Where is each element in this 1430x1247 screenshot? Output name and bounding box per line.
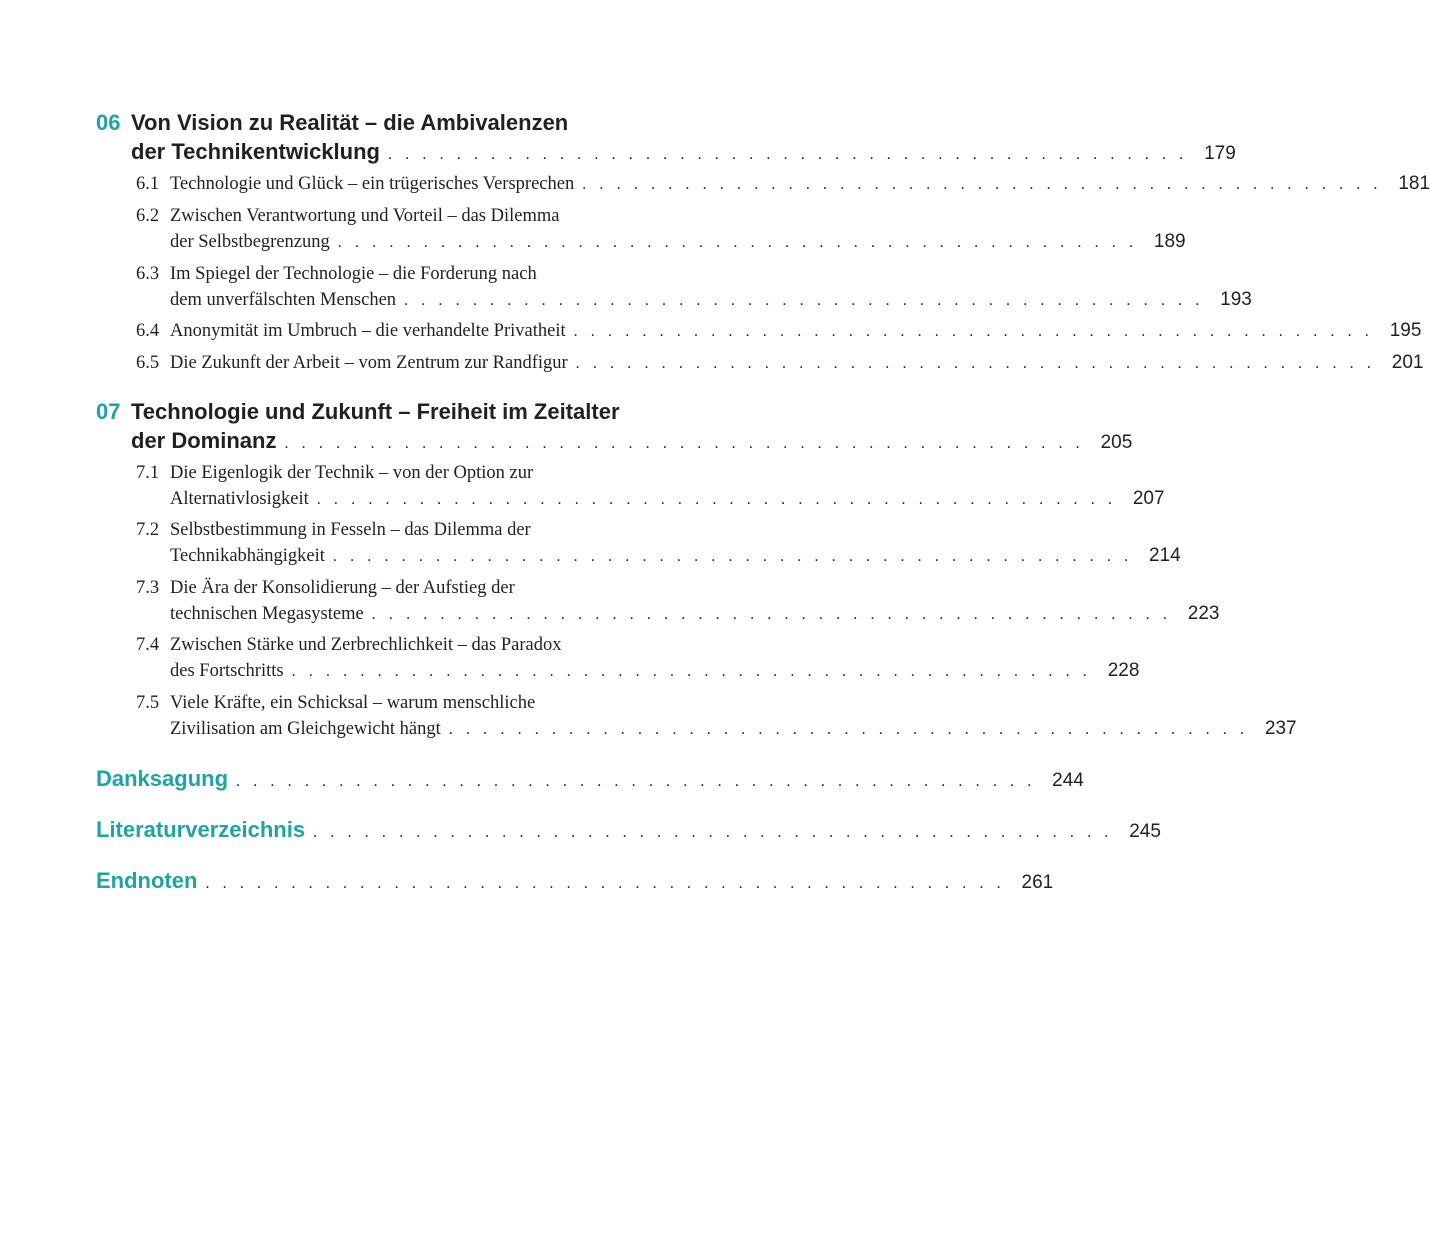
chapter-number: 07 xyxy=(96,399,121,424)
page-number: 223 xyxy=(1187,603,1220,624)
page-number: 195 xyxy=(1389,320,1422,341)
leader-dots: . . . . . . . . . . . . . . . . . . . . . . . . . . . . . . . . . . . . . . . . . . . . . . . xyxy=(313,824,1113,841)
entry-title: Endnoten xyxy=(96,868,198,893)
leader-dots: . . . . . . . . . . . . . . . . . . . . . . . . . . . . . . . . . . . . . . . . . . . . . . . xyxy=(448,721,1249,738)
section-title: Im Spiegel der Technologie – die Forderung nach xyxy=(170,264,537,284)
section-number: 7.1 xyxy=(136,463,160,483)
section-number: 6.5 xyxy=(136,353,160,373)
leader-dots: . . . . . . . . . . . . . . . . . . . . . . . . . . . . . . . . . . . . . . . . . . . . . . . xyxy=(387,146,1188,163)
section-number: 7.2 xyxy=(136,520,160,540)
section-title: Die Eigenlogik der Technik – von der Option zur xyxy=(170,463,534,483)
leader-dots: . . . . . . . . . . . . . . . . . . . . . . . . . . . . . . . . . . . . . . . . . . . . . . . xyxy=(582,176,1383,193)
section-title: Anonymität im Umbruch – die verhandelte Privatheit xyxy=(170,321,566,341)
entry-title: Literaturverzeichnis xyxy=(96,817,306,842)
page-number: 207 xyxy=(1132,488,1165,509)
page-number: 179 xyxy=(1204,143,1236,164)
chapter-heading-line-1 xyxy=(96,108,703,138)
chapter-title: Technologie und Zukunft – Freiheit im Zeitalter xyxy=(131,399,620,424)
chapter-title-continued: der Dominanz xyxy=(131,428,277,453)
page-number: 201 xyxy=(1391,352,1424,373)
chapter-heading-line-2 xyxy=(96,426,1133,456)
page-number: 181 xyxy=(1398,173,1430,194)
chapter-title: Von Vision zu Realität – die Ambivalenzen xyxy=(131,110,569,135)
entry-title: Danksagung xyxy=(96,766,229,791)
section-title: Selbstbestimmung in Fesseln – das Dilemma der xyxy=(170,520,531,540)
page-number: 193 xyxy=(1220,289,1252,310)
section-number: 7.3 xyxy=(136,578,160,598)
section-title: Viele Kräfte, ein Schicksal – warum menschliche xyxy=(170,693,536,713)
leader-dots: . . . . . . . . . . . . . . . . . . . . . . . . . . . . . . . . . . . . . . . . . . . . . . . xyxy=(205,875,1006,892)
leader-dots: . . . . . . . . . . . . . . . . . . . . . . . . . . . . . . . . . . . . . . . . . . . . . . . xyxy=(316,491,1117,508)
page-number: 245 xyxy=(1129,821,1161,842)
section-number: 6.3 xyxy=(136,264,160,284)
page-number: 237 xyxy=(1264,718,1297,739)
section-title: Technologie und Glück – ein trügerisches Versprechen xyxy=(170,174,575,194)
leader-dots: . . . . . . . . . . . . . . . . . . . . . . . . . . . . . . . . . . . . . . . . . . . . . . . xyxy=(284,435,1085,452)
page-number: 228 xyxy=(1107,660,1140,681)
section-number: 7.5 xyxy=(136,693,160,713)
section-title-continued: technischen Megasysteme xyxy=(170,604,364,624)
toc-entry-endnoten xyxy=(96,866,1054,896)
section-number: 6.1 xyxy=(136,174,160,194)
section-number: 6.2 xyxy=(136,206,160,226)
page-number: 244 xyxy=(1052,770,1084,791)
chapter-title-continued: der Technikentwicklung xyxy=(131,139,380,164)
leader-dots: . . . . . . . . . . . . . . . . . . . . . . . . . . . . . . . . . . . . . . . . . . . . . . . xyxy=(575,355,1376,372)
section-title: Zwischen Verantwortung und Vorteil – das Dilemma xyxy=(170,206,560,226)
page-number: 189 xyxy=(1153,231,1186,252)
toc-entry-literaturverzeichnis xyxy=(96,815,1161,845)
section-title-continued: des Fortschritts xyxy=(170,661,284,681)
section-title-continued: dem unverfälschten Menschen xyxy=(170,290,397,310)
section-number: 7.4 xyxy=(136,635,160,655)
section-title: Die Zukunft der Arbeit – vom Zentrum zur Randfigur xyxy=(170,353,568,373)
page-number: 205 xyxy=(1100,432,1133,453)
chapter-number: 06 xyxy=(96,110,121,135)
section-number: 6.4 xyxy=(136,321,160,341)
chapter-heading-line-1 xyxy=(96,397,703,427)
section-title-continued: Alternativlosigkeit xyxy=(170,489,309,509)
section-title: Die Ära der Konsolidierung – der Aufstieg der xyxy=(170,578,515,598)
leader-dots: . . . . . . . . . . . . . . . . . . . . . . . . . . . . . . . . . . . . . . . . . . . . . . . xyxy=(371,606,1172,623)
section-title-continued: Technikabhängigkeit xyxy=(170,546,325,566)
section-title: Zwischen Stärke und Zerbrechlichkeit – das Paradox xyxy=(170,635,562,655)
chapter-heading-line-2 xyxy=(96,137,1236,167)
section-title-continued: der Selbstbegrenzung xyxy=(170,232,330,252)
leader-dots: . . . . . . . . . . . . . . . . . . . . . . . . . . . . . . . . . . . . . . . . . . . . . . . xyxy=(404,292,1204,309)
section-title-continued: Zivilisation am Gleichgewicht hängt xyxy=(170,719,441,739)
leader-dots: . . . . . . . . . . . . . . . . . . . . . . . . . . . . . . . . . . . . . . . . . . . . . . . xyxy=(291,663,1092,680)
page-number: 214 xyxy=(1148,545,1181,566)
toc-entry-danksagung xyxy=(96,764,1084,794)
leader-dots: . . . . . . . . . . . . . . . . . . . . . . . . . . . . . . . . . . . . . . . . . . . . . . . xyxy=(573,323,1374,340)
leader-dots: . . . . . . . . . . . . . . . . . . . . . . . . . . . . . . . . . . . . . . . . . . . . . . . xyxy=(332,548,1133,565)
leader-dots: . . . . . . . . . . . . . . . . . . . . . . . . . . . . . . . . . . . . . . . . . . . . . . . xyxy=(236,773,1036,790)
page-number: 261 xyxy=(1021,872,1054,893)
leader-dots: . . . . . . . . . . . . . . . . . . . . . . . . . . . . . . . . . . . . . . . . . . . . . . . xyxy=(337,234,1138,251)
